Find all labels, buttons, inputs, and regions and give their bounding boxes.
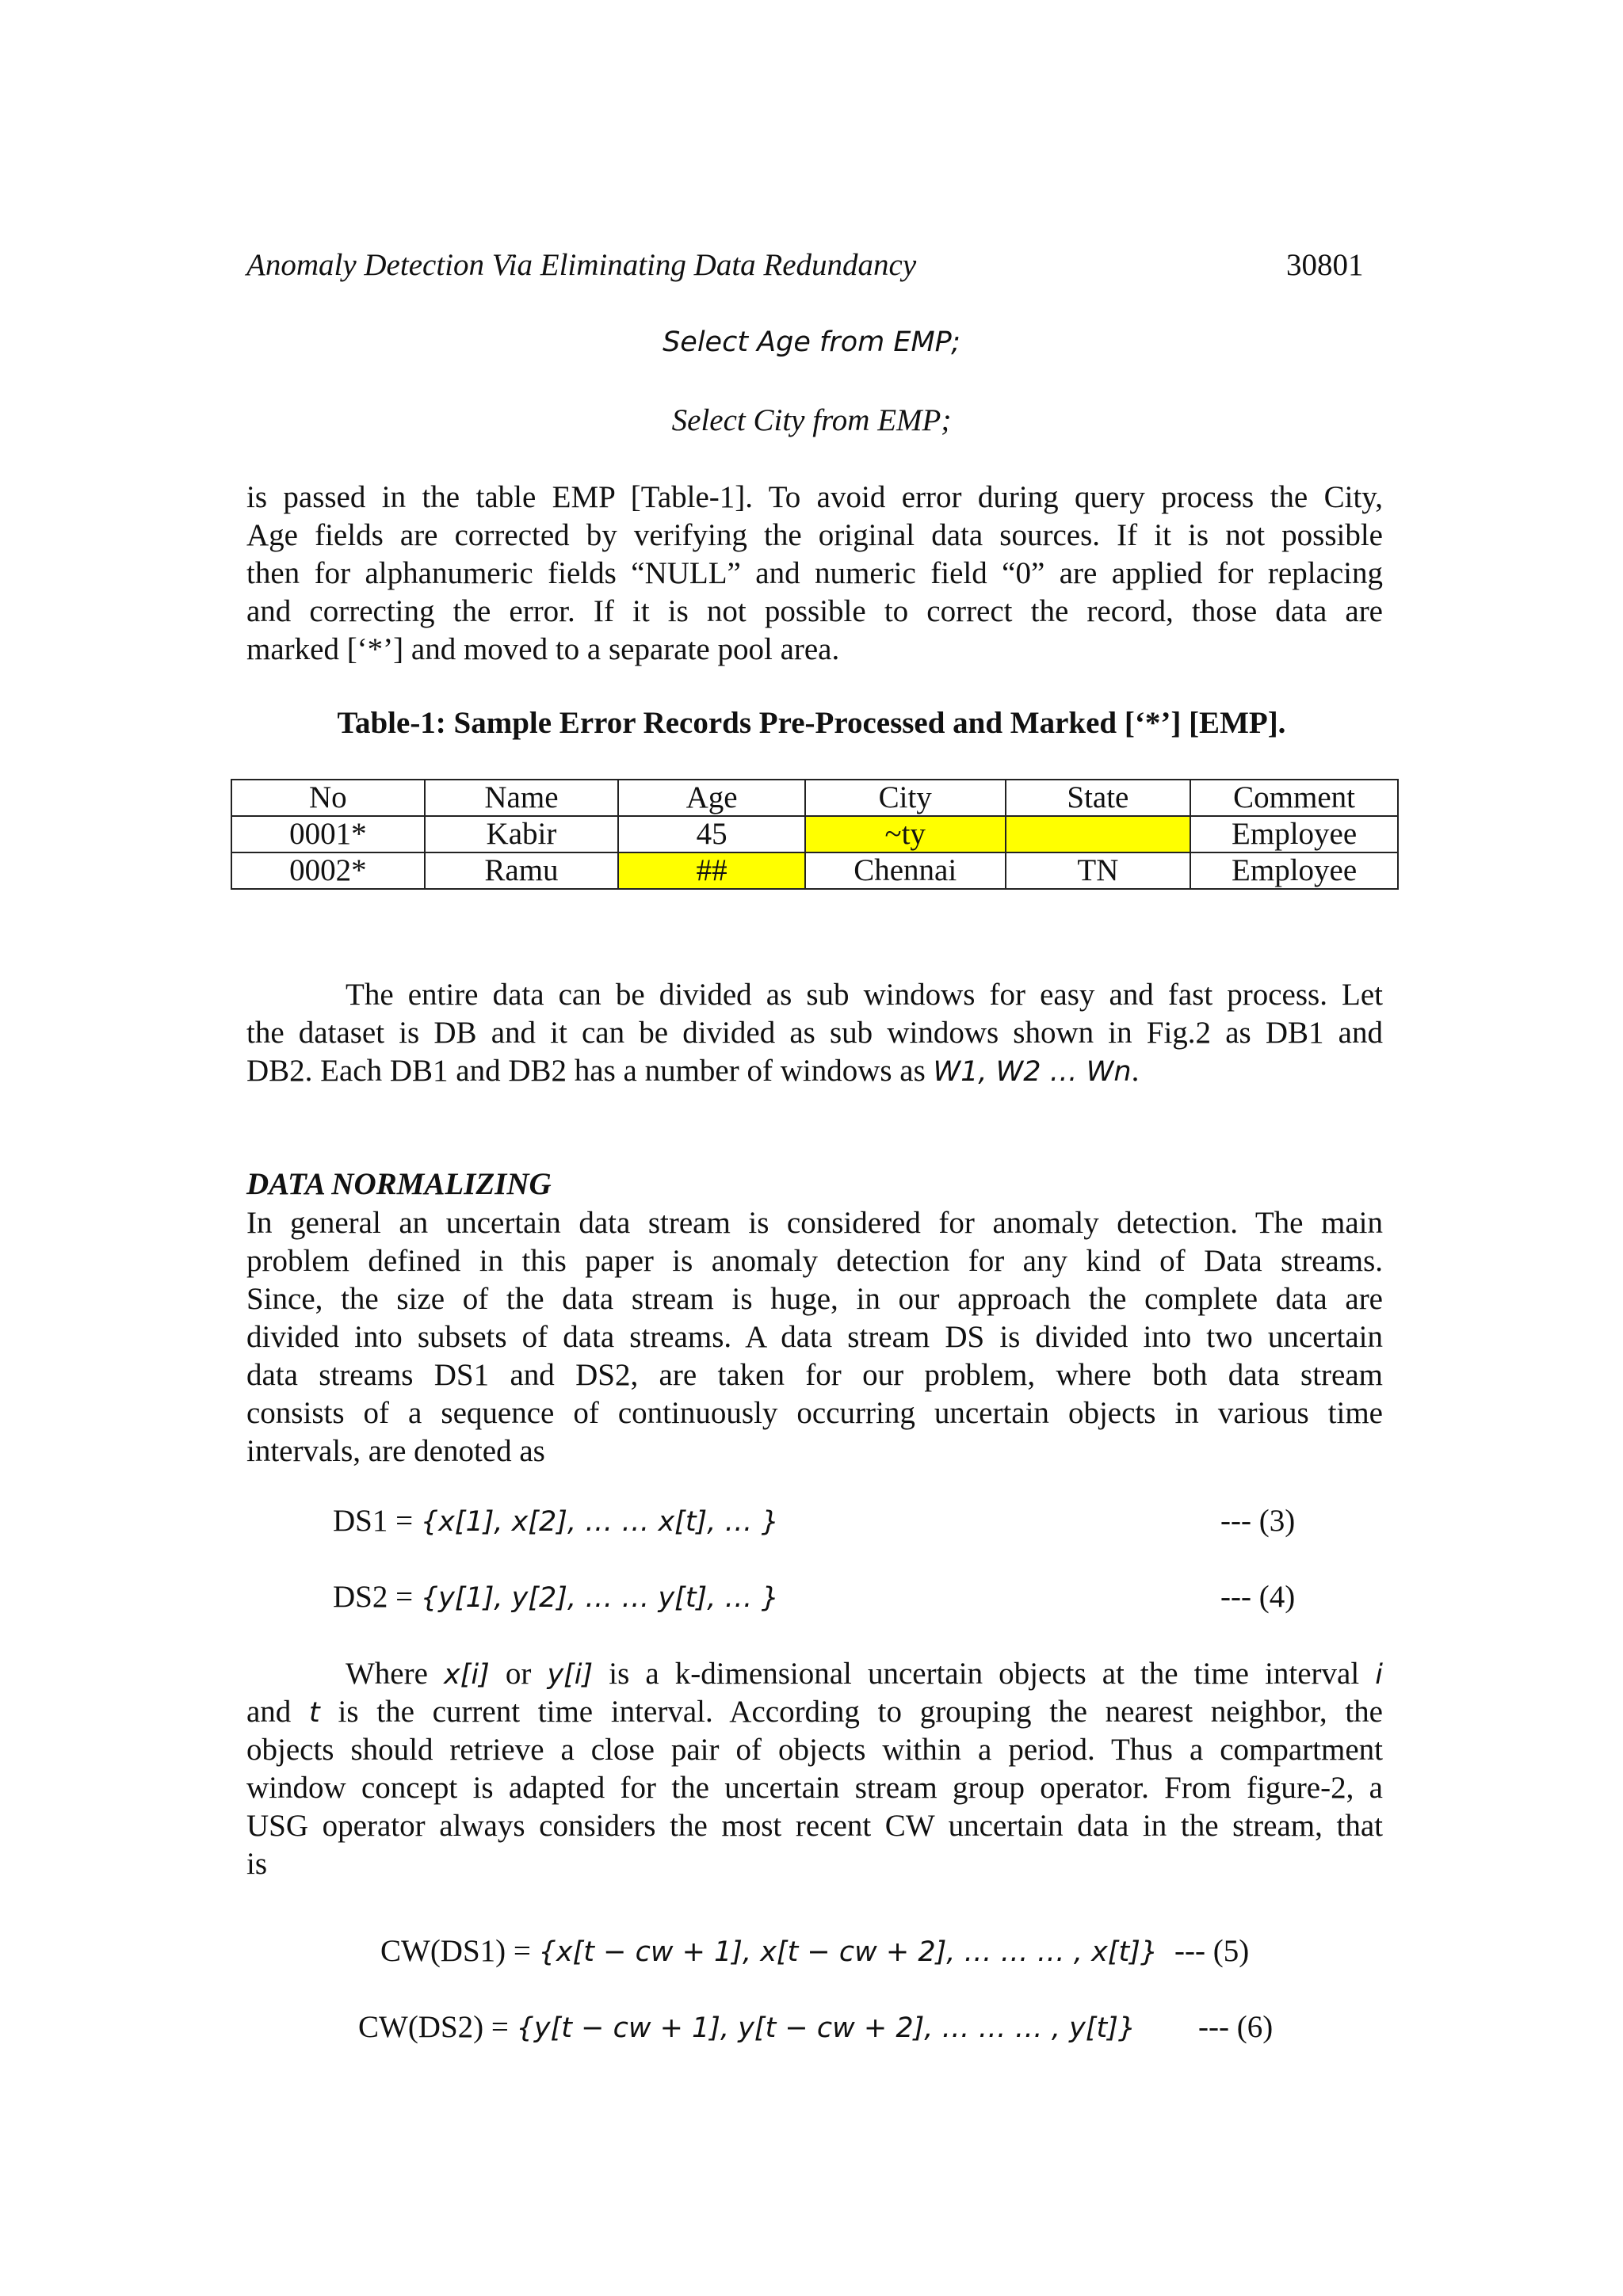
header-cell-no: No bbox=[231, 780, 425, 816]
running-header-title: Anomaly Detection Via Eliminating Data Redundancy bbox=[246, 248, 917, 282]
table-caption: Table-1: Sample Error Records Pre-Processed and Marked [‘*’] [EMP]. bbox=[337, 706, 1286, 740]
equation-rhs: {y[t − cw + 1], y[t − cw + 2], … … … , y[t]} bbox=[516, 2012, 1136, 2044]
table-row bbox=[231, 852, 1398, 889]
text-line: then for alphanumeric fields “NULL” and numeric field “0” are applied for replacing bbox=[246, 556, 1383, 590]
table-cell: Employee bbox=[1190, 852, 1398, 889]
text-line: is passed in the table EMP [Table-1]. To avoid error during query process the City, bbox=[246, 480, 1383, 514]
equation-rhs: {x[1], x[2], … … x[t], … } bbox=[420, 1506, 779, 1538]
text-line: Age fields are corrected by verifying the original data sources. If it is not possible bbox=[246, 518, 1383, 552]
page-number: 30801 bbox=[1286, 248, 1364, 282]
equation-4 bbox=[333, 1579, 779, 1615]
table-cell: Chennai bbox=[805, 852, 1006, 889]
equation-rhs: {x[t − cw + 1], x[t − cw + 2], … … … , x[t]} bbox=[538, 1936, 1159, 1968]
equation-lhs: CW(DS1) = bbox=[380, 1934, 539, 1968]
table-cell: 0001* bbox=[231, 816, 425, 852]
equation-3 bbox=[333, 1503, 779, 1539]
equation-lhs: CW(DS2) = bbox=[358, 2010, 517, 2044]
query-select-age: Select Age from EMP; bbox=[663, 326, 960, 358]
table-cell: Employee bbox=[1190, 816, 1398, 852]
paragraph-compartment-window bbox=[246, 1655, 1383, 1883]
table-cell-highlighted bbox=[1006, 816, 1191, 852]
table-cell-highlighted: ~ty bbox=[805, 816, 1006, 852]
text-line: divided into subsets of data streams. A data stream DS is divided into two uncertain bbox=[246, 1320, 1383, 1354]
text-line: objects should retrieve a close pair of objects within a period. Thus a compartment bbox=[246, 1733, 1383, 1767]
text-span: or bbox=[489, 1657, 548, 1691]
header-cell-age: Age bbox=[618, 780, 805, 816]
table-cell-highlighted: ## bbox=[618, 852, 805, 889]
header-cell-city: City bbox=[805, 780, 1006, 816]
section-heading: DATA NORMALIZING bbox=[246, 1167, 552, 1201]
math-var: y[i] bbox=[547, 1659, 594, 1691]
equation-number-3: --- (3) bbox=[1220, 1504, 1296, 1538]
table-cell: 45 bbox=[618, 816, 805, 852]
text-line: USG operator always considers the most recent CW uncertain data in the stream, that bbox=[246, 1809, 1383, 1843]
paragraph-data-normalizing bbox=[246, 1204, 1383, 1470]
equation-lhs: DS2 = bbox=[333, 1580, 421, 1614]
math-var: x[i] bbox=[444, 1659, 490, 1691]
text-span: Where bbox=[346, 1657, 445, 1691]
equation-rhs: {y[1], y[2], … … y[t], … } bbox=[420, 1582, 779, 1614]
text-span: and bbox=[246, 1695, 310, 1729]
text-line bbox=[246, 1655, 1383, 1693]
text-line: is bbox=[246, 1847, 268, 1881]
table-row bbox=[231, 816, 1398, 852]
math-windows: W1, W2 … Wn bbox=[933, 1056, 1132, 1088]
equation-5 bbox=[380, 1933, 1158, 1969]
text-line bbox=[246, 1052, 1383, 1090]
text-span: is the current time interval. According to grouping the nearest neighbor, the bbox=[319, 1695, 1383, 1729]
text-line bbox=[246, 1693, 1383, 1731]
paragraph-error-correction bbox=[246, 479, 1383, 669]
text-line: Since, the size of the data stream is huge, in our approach the complete data are bbox=[246, 1282, 1383, 1316]
text-line: consists of a sequence of continuously occurring uncertain objects in various time bbox=[246, 1396, 1383, 1430]
equation-6 bbox=[358, 2009, 1136, 2045]
equation-number-5: --- (5) bbox=[1174, 1934, 1250, 1968]
table-header-row bbox=[231, 780, 1398, 816]
text-line: and correcting the error. If it is not possible to correct the record, those data are bbox=[246, 594, 1383, 628]
emp-table bbox=[231, 779, 1399, 890]
text-line: window concept is adapted for the uncertain stream group operator. From figure-2, a bbox=[246, 1771, 1383, 1805]
table-cell: Kabir bbox=[425, 816, 619, 852]
table-cell: Ramu bbox=[425, 852, 619, 889]
paragraph-sub-windows bbox=[246, 976, 1383, 1090]
math-var: i bbox=[1375, 1659, 1384, 1691]
equation-number-4: --- (4) bbox=[1220, 1580, 1296, 1614]
math-var: t bbox=[309, 1697, 320, 1729]
text-line: marked [‘*’] and moved to a separate pool area. bbox=[246, 632, 840, 666]
text-line: the dataset is DB and it can be divided as sub windows shown in Fig.2 as DB1 and bbox=[246, 1016, 1383, 1050]
text-line: In general an uncertain data stream is considered for anomaly detection. The main bbox=[246, 1206, 1383, 1240]
text-span: is a k-dimensional uncertain objects at the time interval bbox=[593, 1657, 1376, 1691]
text-span: DB2. Each DB1 and DB2 has a number of windows as bbox=[246, 1054, 934, 1088]
text-line: The entire data can be divided as sub windows for easy and fast process. Let bbox=[346, 978, 1383, 1012]
text-line: problem defined in this paper is anomaly detection for any kind of Data streams. bbox=[246, 1244, 1383, 1278]
equation-number-6: --- (6) bbox=[1198, 2010, 1274, 2044]
header-cell-name: Name bbox=[425, 780, 619, 816]
query-select-city: Select City from EMP; bbox=[671, 403, 952, 437]
text-span: . bbox=[1131, 1054, 1140, 1088]
header-cell-state: State bbox=[1006, 780, 1191, 816]
text-line: intervals, are denoted as bbox=[246, 1434, 545, 1468]
text-line: data streams DS1 and DS2, are taken for our problem, where both data stream bbox=[246, 1358, 1383, 1392]
table-cell: TN bbox=[1006, 852, 1191, 889]
equation-lhs: DS1 = bbox=[333, 1504, 421, 1538]
table-cell: 0002* bbox=[231, 852, 425, 889]
header-cell-comment: Comment bbox=[1190, 780, 1398, 816]
